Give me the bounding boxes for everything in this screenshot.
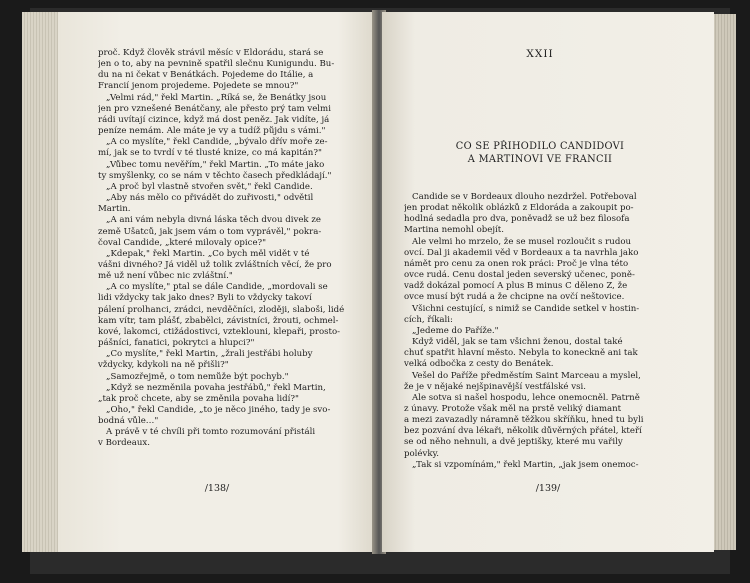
text-line: „Jedeme do Paříže." xyxy=(412,325,499,336)
text-line: jen pro vznešené Benátčany, ale přesto prý tam velmi xyxy=(98,103,331,114)
text-line: velká odbočka z cesty do Benátek. xyxy=(404,359,554,370)
text-line: chuť spatřit hlavní město. Nebyla to koneckně ani tak xyxy=(404,348,638,359)
text-line: v Bordeaux. xyxy=(98,438,151,449)
text-line: Martin. xyxy=(98,204,131,215)
chapter-number: XXII xyxy=(526,48,554,60)
left-page-edges xyxy=(22,12,62,552)
text-line: „Když se nezměnila povaha jestřábů," řekl Martin, xyxy=(106,382,326,393)
text-line: země Ušatců, jak jsem vám o tom vyprávěl," pokra- xyxy=(98,226,322,237)
text-line: Candide se v Bordeaux dlouho nezdržel. Potřeboval xyxy=(412,192,637,202)
text-line: Ale sotva si našel hospodu, lehce onemocněl. Patrně xyxy=(412,392,640,403)
text-line: z únavy. Protože však měl na prstě veliký diamant xyxy=(404,403,622,414)
text-line: vášni divného? Já viděl už tolik zvláštních věcí, že pro xyxy=(98,259,332,270)
text-line: „Vůbec tomu nevěřím," řekl Martin. „To máte jako xyxy=(106,159,325,170)
left-page-number: /138/ xyxy=(204,483,230,494)
text-line: A právě v té chvíli při tomto rozumování přistáli xyxy=(106,427,316,438)
right-page-text xyxy=(404,192,674,471)
chapter-title xyxy=(402,140,678,166)
text-line: pášníci, fanatici, pokrytci a hlupci?" xyxy=(98,338,255,349)
text-line: lidi vždycky tak jako dnes? Byli to vždycky takoví xyxy=(98,293,312,304)
text-line: Když viděl, jak se tam všichni ženou, dostal také xyxy=(412,337,623,348)
text-line: vadž dokázal pomocí A plus B minus C děleno Z, že xyxy=(404,281,628,292)
chapter-title-line: CO SE PŘIHODILO CANDIDOVI xyxy=(455,141,625,152)
text-line: Ale velmi ho mrzelo, že se musel rozloučit s rudou xyxy=(412,236,632,247)
text-line: „Kdepak," řekl Martin. „Co bych měl vidět v té xyxy=(106,248,310,259)
text-line: Francií jenom projedeme. Pojedete se mnou?" xyxy=(98,81,299,92)
text-line: pálení prolhanci, zrádci, nevděčníci, zloději, slaboši, lidé xyxy=(98,304,345,315)
text-line: kové, lakomci, ctižádostivci, vzteklouni, klepaři, prosto- xyxy=(98,326,341,337)
text-line: bez pozvání dva lékaři, několik důvěrných přátel, kteří xyxy=(404,426,642,437)
text-line: „A co myslíte," ptal se dále Candide, „mordovali se xyxy=(106,282,328,293)
text-line: „Aby nás mělo co přivádět do zuřivosti," odvětil xyxy=(106,193,314,204)
text-line: mí, jak se to tvrdí v té tlusté knize, co má kapitán?" xyxy=(98,148,322,159)
text-line: Všichni cestující, s nimiž se Candide setkel v hostin- xyxy=(412,303,640,314)
text-line: Martina nemohl obejít. xyxy=(404,225,504,236)
text-line: ovce rudá. Cenu dostal jeden severský učenec, poně- xyxy=(404,270,635,281)
text-line: „Oho," řekl Candide, „to je něco jiného, tady je svo- xyxy=(106,405,331,415)
text-line: jen prodat několik oblázků z Eldoráda a zakoupit po- xyxy=(404,203,634,214)
text-line: „tak proč chcete, aby se změnila povaha lidí?" xyxy=(98,393,299,404)
text-line: proč. Když člověk strávil měsíc v Eldorádu, stará se xyxy=(98,48,324,58)
text-line: cích, říkali: xyxy=(404,314,453,325)
left-page-text xyxy=(98,48,358,450)
text-line: se od něho nehnuli, a dvě jeptišky, které mu vařily xyxy=(404,437,623,448)
text-line: rádi uvítají cizince, když má dost peněz. Jak vidíte, já xyxy=(98,114,330,125)
text-line: du na ni čekat v Benátkách. Pojedeme do Itálie, a xyxy=(98,70,314,81)
text-line: čoval Candide, „které milovaly opice?" xyxy=(98,237,267,248)
right-page-number: /139/ xyxy=(535,483,561,494)
text-line: vždycky, kdykoli na ně přišli?" xyxy=(98,360,229,371)
text-line: „A proč byl vlastně stvořen svět," řekl Candide. xyxy=(106,181,313,192)
text-line: „A co myslíte," řekl Candide, „bývalo dřív moře ze- xyxy=(106,137,328,148)
text-line: námět pro cenu za onen rok práci: Proč je vlna této xyxy=(404,258,629,269)
text-line: „Tak si vzpomínám," řekl Martin, „jak jsem onemoc- xyxy=(412,459,639,470)
text-line: bodná vůle…" xyxy=(98,416,159,427)
text-line: peníze nemám. Ale máte je vy a tudíž půjdu s vámi." xyxy=(98,126,326,137)
text-line: a mezi zavazadly náramně těžkou skříňku, hned tu byli xyxy=(404,415,644,426)
text-line: „Velmi rád," řekl Martin. „Říká se, že Benátky jsou xyxy=(106,92,327,103)
text-line: ovce musí být rudá a že chcipne na ovčí neštovice. xyxy=(404,292,625,303)
text-line: „Samozřejmě, o tom nemůže být pochyb." xyxy=(106,371,289,382)
text-line: že je v nějaké nejšpinavější vestfálské vsi. xyxy=(404,381,586,392)
text-line: „A ani vám nebyla divná láska těch dvou divek ze xyxy=(106,215,321,226)
text-line: Vešel do Paříže předměstím Saint Marceau a myslel, xyxy=(412,370,641,381)
right-page xyxy=(382,12,714,552)
text-line: kam vítr, tam plášť, zbabělci, závistníci, žrouti, ochmel- xyxy=(98,315,339,326)
text-line: ty smyšlenky, co se nám v těchto časech předkládají." xyxy=(98,170,332,181)
text-line: polévky. xyxy=(404,448,440,459)
text-line: „Co myslíte," řekl Martin, „žrali jestřábi holuby xyxy=(106,349,313,360)
left-page xyxy=(58,12,376,552)
text-line: hodlná sedadla pro dva, poněvadž se už bez filosofa xyxy=(404,214,630,225)
chapter-title-line: A MARTINOVI VE FRANCII xyxy=(467,154,613,165)
text-line: mě už není vůbec nic zvláštní." xyxy=(98,271,233,282)
text-line: jen o to, aby na pevnině spatřil slečnu Kunigundu. Bu- xyxy=(98,59,335,70)
text-line: ovcí. Dal ji akademii věd v Bordeaux a ta navrhla jako xyxy=(404,247,639,258)
